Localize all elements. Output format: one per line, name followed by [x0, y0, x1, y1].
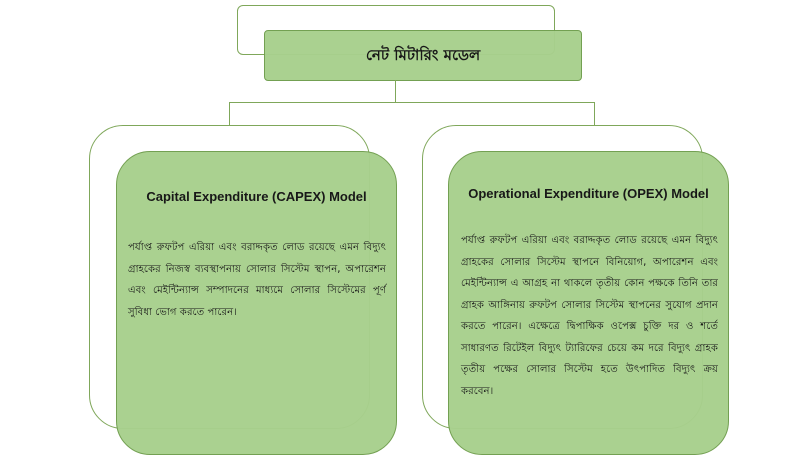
connector-vertical-main [395, 80, 396, 102]
opex-panel-title: Operational Expenditure (OPEX) Model [468, 186, 709, 201]
capex-panel-title: Capital Expenditure (CAPEX) Model [146, 189, 367, 204]
title-box [264, 30, 582, 81]
diagram-title: নেট মিটারিং মডেল [365, 46, 481, 64]
connector-left-drop [229, 102, 230, 126]
capex-panel-body: পর্যাপ্ত রুফটপ এরিয়া এবং বরাদ্দকৃত লোড রয়েছে এমন বিদ্যুৎ গ্রাহকের নিজস্ব ব্যবস্থাপনায় সোলার সিস্টেম স্থাপন, অপারেশন এবং মেইন্টিন্যান্স সম্পাদনের মাধ্যমে সোলার সিস্টেমের পূর্ণ সুবিধা ভোগ করতে পারেন। [128, 242, 386, 318]
connector-right-drop [594, 102, 595, 126]
opex-panel-body: পর্যাপ্ত রুফটপ এরিয়া এবং বরাদ্দকৃত লোড রয়েছে এমন বিদ্যুৎ গ্রাহকের সোলার সিস্টেম স্থাপনে বিনিয়োগ, অপারেশন এবং মেইন্টিন্যান্স এ আগ্রহ না থাকলে তৃতীয় কোন পক্ষকে তিনি তার গ্রাহক আঙ্গিনায় রুফটপ সোলার সিস্টেম স্থাপনের সুযোগ প্রদান করতে পারেন। এক্ষেত্রে দ্বিপাক্ষিক ওপেক্স চুক্তি দর ও শর্তে সাধারণত রিটেইল বিদ্যুৎ ট্যারিফের চেয়ে কম দরে বিদ্যুৎ গ্রাহক তৃতীয় পক্ষের সোলার সিস্টেম হতে উৎপাদিত বিদ্যুৎ ক্রয় করবেন। [461, 235, 718, 397]
opex-panel [448, 151, 729, 455]
connector-horizontal [229, 102, 595, 103]
capex-panel [116, 151, 397, 455]
